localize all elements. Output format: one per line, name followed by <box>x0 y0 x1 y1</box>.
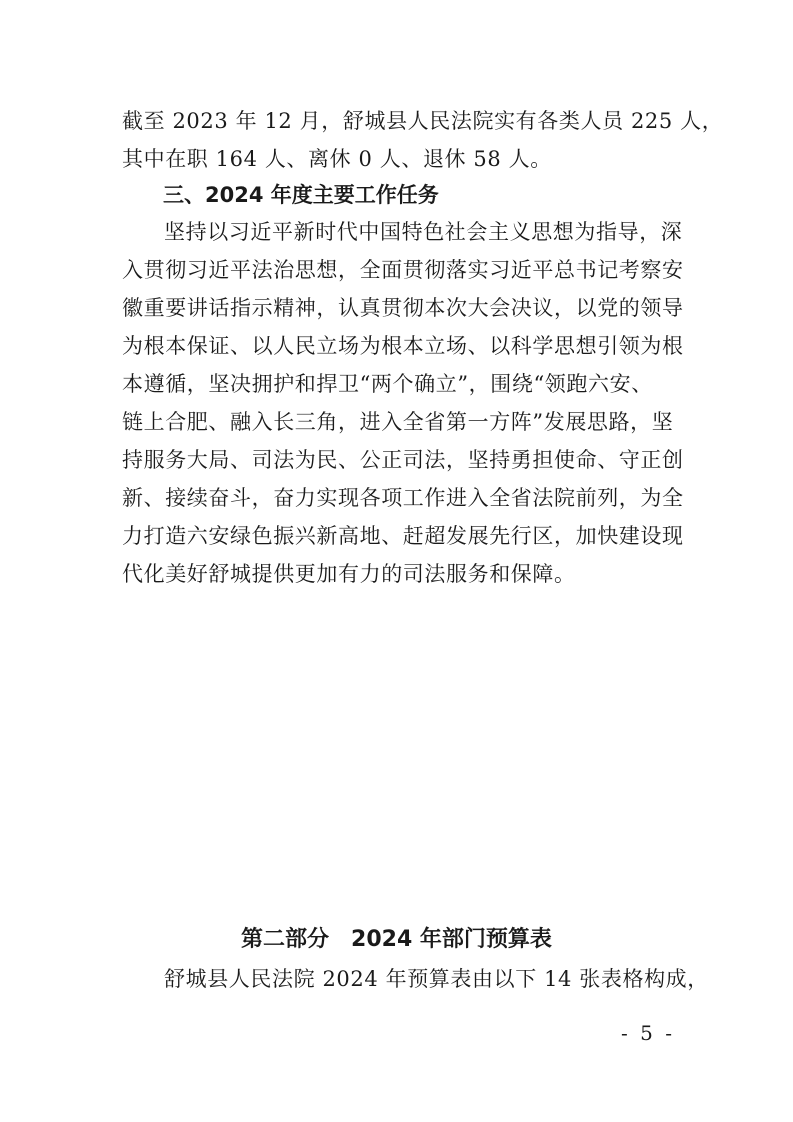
tasks-paragraph-line-6: 链上合肥、融入长三角，进入全省第一方阵”发展思路，坚 <box>122 410 674 434</box>
tasks-paragraph-line-2: 入贯彻习近平法治思想，全面贯彻落实习近平总书记考察安 <box>122 258 684 282</box>
tasks-paragraph-line-5: 本遵循，坚决拥护和捍卫“两个确立”，围绕“领跑六安、 <box>122 372 653 396</box>
tasks-paragraph-line-10: 代化美好舒城提供更加有力的司法服务和保障。 <box>122 562 576 586</box>
part-two-title: 第二部分 2024 年部门预算表 <box>241 927 552 952</box>
tasks-paragraph-line-7: 持服务大局、司法为民、公正司法，坚持勇担使命、守正创 <box>122 448 684 472</box>
tasks-paragraph-line-4: 为根本保证、以人民立场为根本立场、以科学思想引领为根 <box>122 334 684 358</box>
tasks-paragraph-line-9: 力打造六安绿色振兴新高地、赶超发展先行区，加快建设现 <box>122 524 684 548</box>
tasks-paragraph-line-8: 新、接续奋斗，奋力实现各项工作进入全省法院前列，为全 <box>122 486 684 510</box>
tasks-paragraph-line-1: 坚持以习近平新时代中国特色社会主义思想为指导，深 <box>164 220 683 244</box>
page-number: - 5 - <box>621 1021 675 1045</box>
tasks-paragraph-line-3: 徽重要讲话指示精神，认真贯彻本次大会决议，以党的领导 <box>122 296 684 320</box>
staff-paragraph-line-1: 截至 2023 年 12 月，舒城县人民法院实有各类人员 225 人， <box>122 109 724 133</box>
staff-paragraph-line-2: 其中在职 164 人、离休 0 人、退休 58 人。 <box>122 147 552 171</box>
part-two-intro-line: 舒城县人民法院 2024 年预算表由以下 14 张表格构成， <box>164 967 709 991</box>
section-heading: 三、2024 年度主要工作任务 <box>163 183 439 207</box>
